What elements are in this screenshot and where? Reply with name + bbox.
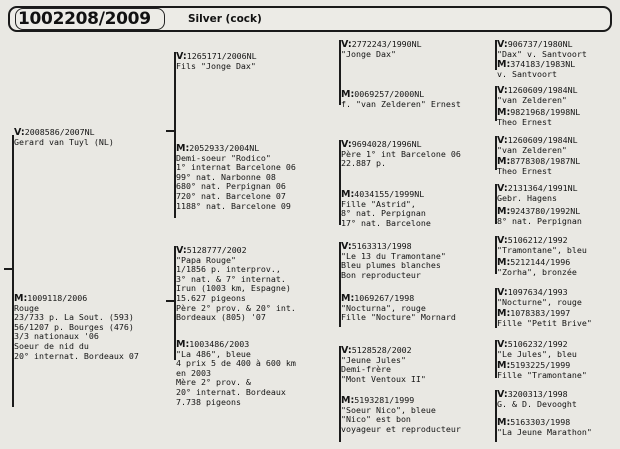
g16-ring: 5163303/1998 [510,417,571,427]
ss-line: Fils "Jonge Dax" [176,60,256,71]
ssd-line: f. "van Zelderen" Ernest [341,98,461,109]
g13-role: V: [497,339,508,350]
grandsire-paternal-entry [176,52,257,71]
gen3-entry-dds [341,346,426,384]
g14-ring: 5193225/1999 [510,360,571,370]
sds-line: Père 1° int Barcelone 06 [341,148,461,159]
gen4-entry-13 [497,340,577,359]
g2-line: v. Santvoort [497,68,557,79]
granddam-paternal-entry [176,144,296,211]
sd-line: 720° nat. Barcelone 07 [176,190,286,201]
ss-ring: 1265171/2006NL [186,51,257,61]
ds-line: Irun (1003 km, Espagne) [176,283,291,294]
sd-line: Demi-soeur "Rodico" [176,152,271,163]
ssd-role: M: [341,89,355,100]
g9-role: V: [497,235,508,246]
dss-ring: 5163313/1998 [351,241,412,251]
g1-ring: 906737/1980NL [507,39,573,49]
sd-line: 1° internat Barcelone 06 [176,162,296,173]
g11-ring: 1097634/1993 [507,287,568,297]
dam-line: 20° internat. Bordeaux 07 [14,350,139,361]
dd-ring: 1003486/2003 [189,339,250,349]
dd-line: 4 prix 5 de 400 à 600 km [176,358,296,369]
ss-role: V: [176,51,187,62]
pigeon-ring-number: 1002208/2009 [18,9,151,29]
dam-line: 56/1207 p. Bourges (476) [14,321,134,332]
g3-ring: 1260609/1984NL [507,85,578,95]
dss-line: "Le 13 du Tramontane" [341,250,446,261]
sire-connector [166,130,174,132]
g8-line: 8° nat. Perpignan [497,215,582,226]
dd-role: M: [176,339,190,350]
sds-ring: 9694028/1996NL [351,139,422,149]
granddam-maternal-entry [176,340,296,407]
g6-role: M: [497,156,511,167]
dam-line: 23/733 p. La Sout. (593) [14,312,134,323]
g10-role: M: [497,257,511,268]
gen4-entry-1 [497,40,587,59]
dd-line: "La 486", bleue [176,348,251,359]
sd-line: 1188° nat. Barcelone 09 [176,200,291,211]
dsd-line: "Nocturna", rouge [341,302,426,313]
ssd-ring: 0069257/2000NL [354,89,425,99]
g6-ring: 8778308/1987NL [510,156,581,166]
dam-role: M: [14,293,28,304]
g4-ring: 9821968/1998NL [510,107,581,117]
g8-role: M: [497,206,511,217]
ddd-line: "Soeur Nico", bleue [341,404,436,415]
ds-line: 1/1856 p. interprov., [176,264,281,275]
sds-role: V: [341,139,352,150]
g15-role: V: [497,389,508,400]
ddd-line: voyageur et reproducteur [341,423,461,434]
g10-ring: 5212144/1996 [510,257,571,267]
sire-role: V: [14,127,25,138]
sss-role: V: [341,39,352,50]
sire-ring: 2008586/2007NL [24,127,95,137]
sdd-line: 8° nat. Perpignan [341,208,426,219]
dam-connector [166,300,174,302]
g3-line: "van Zelderen" [497,94,567,105]
sd-line: 680° nat. Perpignan 06 [176,181,286,192]
g7-line: Gebr. Hagens [497,192,557,203]
g16-line: "La Jeune Marathon" [497,426,592,437]
gen3-entry-sdd [341,190,431,228]
sd-ring: 2052933/2004NL [189,143,260,153]
g15-ring: 3200313/1998 [507,389,568,399]
gen4-entry-11 [497,288,582,307]
g4-role: M: [497,107,511,118]
ddd-role: M: [341,395,355,406]
gen4-entry-12 [497,309,592,328]
dam-line: Soeur de nid du [14,340,89,351]
dsd-role: M: [341,293,355,304]
gen4-entry-8 [497,207,582,226]
gen4-entry-9 [497,236,587,255]
g2-ring: 374183/1983NL [510,59,576,69]
g12-line: Fille "Petit Brive" [497,317,592,328]
sd-line: 99° nat. Narbonne 08 [176,171,276,182]
g12-ring: 1078383/1997 [510,308,571,318]
g4-line: Theo Ernest [497,116,552,127]
gen4-entry-14 [497,361,587,380]
ddd-ring: 5193281/1999 [354,395,415,405]
g5-ring: 1260609/1984NL [507,135,578,145]
sds-line: 22.887 p. [341,158,386,169]
g5-line: "van Zelderen" [497,144,567,155]
gen4-entry-16 [497,418,592,437]
sd-role: M: [176,143,190,154]
g13-ring: 5106232/1992 [507,339,568,349]
ds-line: 3° nat. & 7° internat. [176,273,286,284]
g11-line: "Nocturne", rouge [497,296,582,307]
sdd-role: M: [341,189,355,200]
dd-line: Mère 2° prov. & [176,377,251,388]
dd-line: 7.738 pigeons [176,396,241,407]
sdd-line: Fille "Astrid", [341,198,416,209]
dam-line: Rouge [14,302,39,313]
g1-role: V: [497,39,508,50]
gen4-entry-3 [497,86,578,105]
gen4-entry-4 [497,108,580,127]
g5-role: V: [497,135,508,146]
dss-role: V: [341,241,352,252]
dam-ring: 1009118/2006 [27,293,88,303]
dd-line: en 2003 [176,367,211,378]
g12-role: M: [497,308,511,319]
dsd-ring: 1069267/1998 [354,293,415,303]
g9-line: "Tramontane", bleu [497,244,587,255]
sire-entry [14,128,114,147]
dsd-line: Fille "Nocture" Mornard [341,312,456,323]
g1-line: "Dax" v. Santvoort [497,48,587,59]
gen4-entry-2 [497,60,575,79]
gen3-entry-ddd [341,396,461,434]
sss-line: "Jonge Dax" [341,48,396,59]
g8-ring: 9243780/1992NL [510,206,581,216]
dd-line: 20° internat. Bordeaux [176,386,286,397]
pigeon-color-sex: Silver (cock) [188,13,262,25]
gen4-entry-7 [497,184,578,203]
g11-role: V: [497,287,508,298]
g14-role: M: [497,360,511,371]
ds-line: Bordeaux (805) '07 [176,312,266,323]
g16-role: M: [497,417,511,428]
sdd-ring: 4034155/1999NL [354,189,425,199]
ds-line: Père 2° prov. & 20° int. [176,302,296,313]
g10-line: "Zorha", bronzée [497,266,577,277]
g7-ring: 2131364/1991NL [507,183,578,193]
gen4-entry-10 [497,258,577,277]
grandsire-maternal-entry [176,246,296,323]
dds-ring: 5128528/2002 [351,345,412,355]
gen4-entry-15 [497,390,577,409]
gen3-entry-ssd [341,90,461,109]
ds-ring: 5128777/2002 [186,245,247,255]
g2-role: M: [497,59,511,70]
dam-entry [14,294,139,361]
dam-line: 3/3 nationaux '06 [14,331,99,342]
dds-line: Demi-frère [341,364,391,375]
dds-line: "Jeune Jules" [341,354,406,365]
sdd-line: 17° nat. Barcelone [341,217,431,228]
gen4-entry-6 [497,157,580,176]
gen3-entry-dss [341,242,446,280]
ds-role: V: [176,245,187,256]
dds-line: "Mont Ventoux II" [341,373,426,384]
gen3-entry-sds [341,140,461,169]
g15-line: G. & D. Devooght [497,398,577,409]
gen4-entry-5 [497,136,578,155]
g9-ring: 5106212/1992 [507,235,568,245]
gen1-bracket [12,135,14,407]
sss-ring: 2772243/1990NL [351,39,422,49]
dds-role: V: [341,345,352,356]
g6-line: Theo Ernest [497,165,552,176]
dss-line: Bleu plumes blanches [341,260,441,271]
ddd-line: "Nico" est bon [341,414,411,425]
g13-line: "Le Jules", bleu [497,348,577,359]
g3-role: V: [497,85,508,96]
dss-line: Bon reproducteur [341,269,421,280]
g7-role: V: [497,183,508,194]
ds-line: "Papa Rouge" [176,254,236,265]
ds-line: 15.627 pigeons [176,292,246,303]
gen3-entry-sss [341,40,422,59]
gen3-entry-dsd [341,294,456,323]
g14-line: Fille "Tramontane" [497,369,587,380]
sire-line: Gerard van Tuyl (NL) [14,136,114,147]
